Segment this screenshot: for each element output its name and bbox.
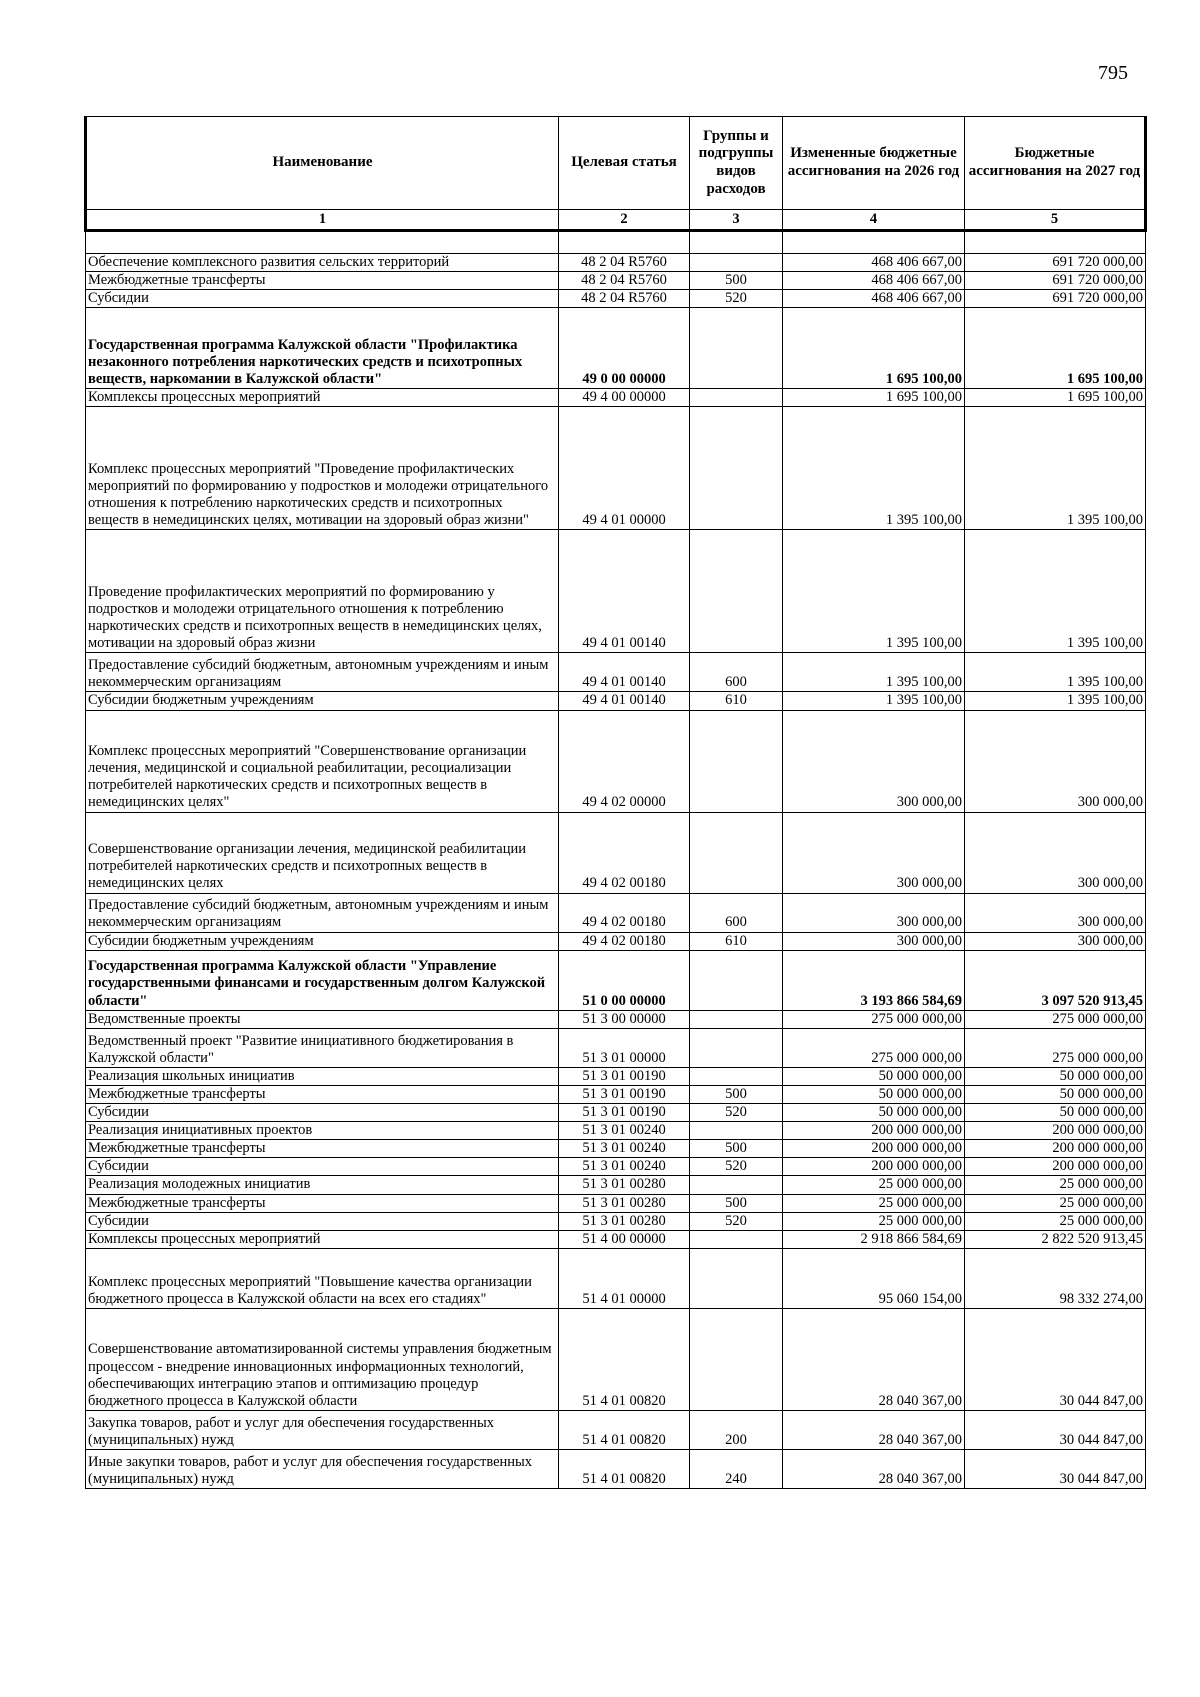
- row-name: Межбюджетные трансферты: [86, 272, 559, 290]
- row-name: Комплекс процессных мероприятий "Повышение качества организации бюджетного процесса в Калужской области на всех его стадиях": [86, 1248, 559, 1308]
- table-row: [86, 1067, 1146, 1085]
- header-2026: Измененные бюджетные ассигнования на 2026 год: [783, 117, 965, 210]
- table-row: [86, 1122, 1146, 1140]
- row-target-article: 51 4 00 00000: [559, 1230, 690, 1248]
- row-amount-2026: 275 000 000,00: [783, 1010, 965, 1028]
- row-amount-2027: 1 695 100,00: [965, 389, 1146, 407]
- row-target-article: 51 3 01 00240: [559, 1140, 690, 1158]
- row-amount-2026: 300 000,00: [783, 710, 965, 812]
- row-target-article: 51 3 01 00190: [559, 1067, 690, 1085]
- row-name: Проведение профилактических мероприятий по формированию у подростков и молодежи отрицательного отношения к потреблению наркотических средств и психотропных веществ в немедицинских целях, мотивации на здоровый образ жизни: [86, 530, 559, 653]
- row-expense-group: 520: [690, 1158, 783, 1176]
- row-name: Обеспечение комплексного развития сельских территорий: [86, 254, 559, 272]
- row-amount-2027: 98 332 274,00: [965, 1248, 1146, 1308]
- header-target-article: Целевая статья: [559, 117, 690, 210]
- row-amount-2027: 691 720 000,00: [965, 290, 1146, 308]
- table-row: [86, 308, 1146, 389]
- row-amount-2027: 300 000,00: [965, 812, 1146, 893]
- row-name: Предоставление субсидий бюджетным, автономным учреждениям и иным некоммерческим организациям: [86, 653, 559, 692]
- table-row: [86, 812, 1146, 893]
- row-expense-group: 520: [690, 1103, 783, 1121]
- row-expense-group: 610: [690, 692, 783, 710]
- row-amount-2026: 1 395 100,00: [783, 653, 965, 692]
- table-row: [86, 1308, 1146, 1410]
- row-target-article: 51 4 01 00820: [559, 1449, 690, 1488]
- row-name: Субсидии: [86, 1158, 559, 1176]
- table-row: [86, 950, 1146, 1010]
- row-amount-2026: 28 040 367,00: [783, 1449, 965, 1488]
- row-expense-group: 600: [690, 893, 783, 932]
- row-target-article: 49 4 02 00180: [559, 893, 690, 932]
- table-row: [86, 692, 1146, 710]
- row-amount-2026: 300 000,00: [783, 932, 965, 950]
- row-name: Межбюджетные трансферты: [86, 1194, 559, 1212]
- table-row: [86, 1212, 1146, 1230]
- row-expense-group: 610: [690, 932, 783, 950]
- row-expense-group: [690, 1308, 783, 1410]
- row-amount-2027: 30 044 847,00: [965, 1449, 1146, 1488]
- row-target-article: 51 0 00 00000: [559, 950, 690, 1010]
- row-name: Реализация инициативных проектов: [86, 1122, 559, 1140]
- header-expense-groups: Группы и подгруппы видов расходов: [690, 117, 783, 210]
- row-amount-2027: 2 822 520 913,45: [965, 1230, 1146, 1248]
- row-name: Предоставление субсидий бюджетным, автономным учреждениям и иным некоммерческим организациям: [86, 893, 559, 932]
- table-row: [86, 1176, 1146, 1194]
- row-name: Субсидии: [86, 290, 559, 308]
- row-amount-2027: 1 395 100,00: [965, 692, 1146, 710]
- column-number-5: 5: [965, 210, 1146, 231]
- row-amount-2026: 300 000,00: [783, 812, 965, 893]
- row-amount-2026: 25 000 000,00: [783, 1176, 965, 1194]
- row-amount-2026: 50 000 000,00: [783, 1103, 965, 1121]
- row-target-article: 51 3 01 00000: [559, 1028, 690, 1067]
- table-row: [86, 893, 1146, 932]
- row-amount-2027: 200 000 000,00: [965, 1140, 1146, 1158]
- row-amount-2026: 28 040 367,00: [783, 1308, 965, 1410]
- row-amount-2026: 28 040 367,00: [783, 1410, 965, 1449]
- table-row: [86, 1158, 1146, 1176]
- row-expense-group: [690, 1230, 783, 1248]
- row-amount-2026: 50 000 000,00: [783, 1085, 965, 1103]
- row-amount-2027: 25 000 000,00: [965, 1212, 1146, 1230]
- row-target-article: 49 4 01 00140: [559, 653, 690, 692]
- row-expense-group: [690, 308, 783, 389]
- row-target-article: 48 2 04 R5760: [559, 290, 690, 308]
- row-name: Межбюджетные трансферты: [86, 1140, 559, 1158]
- row-expense-group: 500: [690, 1085, 783, 1103]
- row-expense-group: [690, 1010, 783, 1028]
- row-name: Комплекс процессных мероприятий "Проведение профилактических мероприятий по формированию у подростков и молодежи отрицательного отношения к потреблению наркотических средств и психотропных веществ в немедицинских целях, мотивации на здоровый образ жизни": [86, 407, 559, 530]
- row-target-article: 51 3 01 00240: [559, 1158, 690, 1176]
- row-expense-group: 520: [690, 1212, 783, 1230]
- row-target-article: 48 2 04 R5760: [559, 254, 690, 272]
- row-name: Субсидии: [86, 1212, 559, 1230]
- row-amount-2026: 1 695 100,00: [783, 389, 965, 407]
- row-name: Комплексы процессных мероприятий: [86, 1230, 559, 1248]
- row-target-article: 49 4 00 00000: [559, 389, 690, 407]
- row-target-article: 51 3 01 00280: [559, 1176, 690, 1194]
- table-row: [86, 1194, 1146, 1212]
- row-target-article: 49 4 01 00140: [559, 692, 690, 710]
- row-amount-2027: 1 395 100,00: [965, 653, 1146, 692]
- row-amount-2027: 25 000 000,00: [965, 1176, 1146, 1194]
- row-amount-2027: 275 000 000,00: [965, 1010, 1146, 1028]
- row-expense-group: [690, 407, 783, 530]
- row-amount-2027: 200 000 000,00: [965, 1122, 1146, 1140]
- row-amount-2027: 300 000,00: [965, 710, 1146, 812]
- table-row: [86, 1230, 1146, 1248]
- row-name: Реализация молодежных инициатив: [86, 1176, 559, 1194]
- table-row: [86, 1028, 1146, 1067]
- row-expense-group: 200: [690, 1410, 783, 1449]
- row-amount-2027: 50 000 000,00: [965, 1085, 1146, 1103]
- spacer-row: [86, 231, 1146, 254]
- row-target-article: 51 4 01 00820: [559, 1410, 690, 1449]
- row-name: Комплексы процессных мероприятий: [86, 389, 559, 407]
- page-number: 795: [1098, 62, 1128, 84]
- row-target-article: 49 4 02 00180: [559, 932, 690, 950]
- row-target-article: 51 3 01 00240: [559, 1122, 690, 1140]
- row-target-article: 49 0 00 00000: [559, 308, 690, 389]
- row-name: Закупка товаров, работ и услуг для обеспечения государственных (муниципальных) нужд: [86, 1410, 559, 1449]
- row-amount-2026: 3 193 866 584,69: [783, 950, 965, 1010]
- row-amount-2026: 468 406 667,00: [783, 254, 965, 272]
- budget-table: [84, 116, 1147, 1489]
- row-amount-2026: 50 000 000,00: [783, 1067, 965, 1085]
- row-name: Совершенствование организации лечения, медицинской реабилитации потребителей наркотических средств и психотропных веществ в немедицинских целях: [86, 812, 559, 893]
- row-amount-2026: 1 695 100,00: [783, 308, 965, 389]
- header-name: Наименование: [86, 117, 559, 210]
- table-row: [86, 932, 1146, 950]
- row-name: Межбюджетные трансферты: [86, 1085, 559, 1103]
- row-amount-2027: 691 720 000,00: [965, 254, 1146, 272]
- column-number-4: 4: [783, 210, 965, 231]
- table-row: [86, 290, 1146, 308]
- row-expense-group: 500: [690, 1194, 783, 1212]
- row-name: Комплекс процессных мероприятий "Совершенствование организации лечения, медицинской и социальной реабилитации, ресоциализации потребителей наркотических средств и психотропных веществ в немедицинских целях": [86, 710, 559, 812]
- row-expense-group: [690, 1028, 783, 1067]
- row-amount-2027: 1 395 100,00: [965, 530, 1146, 653]
- row-expense-group: 520: [690, 290, 783, 308]
- row-amount-2026: 200 000 000,00: [783, 1122, 965, 1140]
- row-amount-2027: 300 000,00: [965, 893, 1146, 932]
- row-name: Субсидии бюджетным учреждениям: [86, 932, 559, 950]
- table-row: [86, 710, 1146, 812]
- table-row: [86, 1140, 1146, 1158]
- table-row: [86, 653, 1146, 692]
- row-name: Государственная программа Калужской области "Профилактика незаконного потребления наркотических средств и психотропных веществ, наркомании в Калужской области": [86, 308, 559, 389]
- row-expense-group: [690, 1248, 783, 1308]
- row-name: Субсидии бюджетным учреждениям: [86, 692, 559, 710]
- row-expense-group: [690, 389, 783, 407]
- table-row: [86, 530, 1146, 653]
- row-target-article: 48 2 04 R5760: [559, 272, 690, 290]
- row-expense-group: [690, 950, 783, 1010]
- table-row: [86, 1248, 1146, 1308]
- row-amount-2026: 1 395 100,00: [783, 407, 965, 530]
- row-expense-group: [690, 710, 783, 812]
- row-target-article: 51 3 00 00000: [559, 1010, 690, 1028]
- row-name: Ведомственный проект "Развитие инициативного бюджетирования в Калужской области": [86, 1028, 559, 1067]
- row-amount-2026: 25 000 000,00: [783, 1194, 965, 1212]
- row-amount-2026: 300 000,00: [783, 893, 965, 932]
- row-expense-group: 500: [690, 272, 783, 290]
- row-name: Совершенствование автоматизированной системы управления бюджетным процессом - внедрение инновационных информационных технологий, обеспечивающих интеграцию этапов и оптимизацию процедур бюджетного процесса в Калужской области: [86, 1308, 559, 1410]
- row-target-article: 51 4 01 00820: [559, 1308, 690, 1410]
- table-row: [86, 254, 1146, 272]
- row-amount-2027: 50 000 000,00: [965, 1103, 1146, 1121]
- row-expense-group: [690, 1122, 783, 1140]
- row-amount-2026: 200 000 000,00: [783, 1158, 965, 1176]
- row-expense-group: [690, 1067, 783, 1085]
- column-number-2: 2: [559, 210, 690, 231]
- table-row: [86, 407, 1146, 530]
- row-amount-2026: 468 406 667,00: [783, 290, 965, 308]
- column-number-3: 3: [690, 210, 783, 231]
- row-expense-group: 600: [690, 653, 783, 692]
- row-amount-2027: 691 720 000,00: [965, 272, 1146, 290]
- row-amount-2027: 275 000 000,00: [965, 1028, 1146, 1067]
- row-target-article: 49 4 01 00000: [559, 407, 690, 530]
- row-amount-2027: 1 395 100,00: [965, 407, 1146, 530]
- row-name: Субсидии: [86, 1103, 559, 1121]
- row-amount-2026: 1 395 100,00: [783, 530, 965, 653]
- table-row: [86, 389, 1146, 407]
- table-row: [86, 1010, 1146, 1028]
- header-2027: Бюджетные ассигнования на 2027 год: [965, 117, 1146, 210]
- table-row: [86, 1103, 1146, 1121]
- row-amount-2027: 25 000 000,00: [965, 1194, 1146, 1212]
- row-name: Ведомственные проекты: [86, 1010, 559, 1028]
- row-amount-2026: 95 060 154,00: [783, 1248, 965, 1308]
- row-amount-2026: 275 000 000,00: [783, 1028, 965, 1067]
- row-amount-2026: 2 918 866 584,69: [783, 1230, 965, 1248]
- row-name: Реализация школьных инициатив: [86, 1067, 559, 1085]
- row-amount-2026: 25 000 000,00: [783, 1212, 965, 1230]
- row-target-article: 51 3 01 00190: [559, 1085, 690, 1103]
- row-expense-group: [690, 530, 783, 653]
- row-amount-2027: 30 044 847,00: [965, 1308, 1146, 1410]
- row-expense-group: [690, 812, 783, 893]
- row-amount-2027: 3 097 520 913,45: [965, 950, 1146, 1010]
- row-name: Государственная программа Калужской области "Управление государственными финансами и государственным долгом Калужской области": [86, 950, 559, 1010]
- row-target-article: 49 4 01 00140: [559, 530, 690, 653]
- row-amount-2027: 30 044 847,00: [965, 1410, 1146, 1449]
- row-amount-2027: 300 000,00: [965, 932, 1146, 950]
- row-expense-group: [690, 1176, 783, 1194]
- column-number-1: 1: [86, 210, 559, 231]
- row-target-article: 49 4 02 00180: [559, 812, 690, 893]
- table-body: [86, 231, 1146, 1489]
- row-expense-group: 240: [690, 1449, 783, 1488]
- row-target-article: 51 3 01 00280: [559, 1212, 690, 1230]
- row-target-article: 51 3 01 00190: [559, 1103, 690, 1121]
- row-target-article: 51 3 01 00280: [559, 1194, 690, 1212]
- row-expense-group: [690, 254, 783, 272]
- row-amount-2026: 1 395 100,00: [783, 692, 965, 710]
- row-amount-2027: 1 695 100,00: [965, 308, 1146, 389]
- row-target-article: 51 4 01 00000: [559, 1248, 690, 1308]
- table-row: [86, 1449, 1146, 1488]
- row-expense-group: 500: [690, 1140, 783, 1158]
- row-amount-2026: 200 000 000,00: [783, 1140, 965, 1158]
- row-target-article: 49 4 02 00000: [559, 710, 690, 812]
- table-row: [86, 1085, 1146, 1103]
- row-name: Иные закупки товаров, работ и услуг для обеспечения государственных (муниципальных) нужд: [86, 1449, 559, 1488]
- row-amount-2027: 200 000 000,00: [965, 1158, 1146, 1176]
- row-amount-2027: 50 000 000,00: [965, 1067, 1146, 1085]
- table-row: [86, 1410, 1146, 1449]
- row-amount-2026: 468 406 667,00: [783, 272, 965, 290]
- table-row: [86, 272, 1146, 290]
